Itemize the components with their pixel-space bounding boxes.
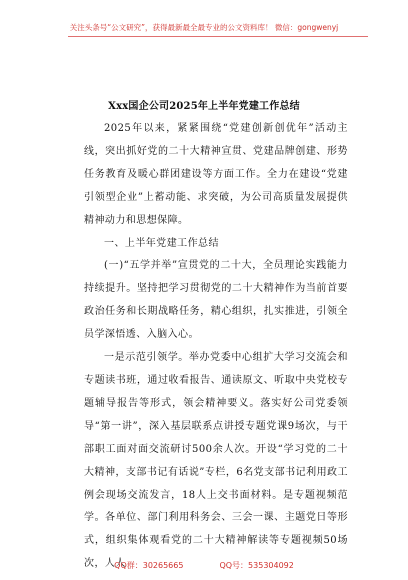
document-body [84,118,348,576]
document-title: Xxx国企公司2025年上半年党建工作总结 [108,101,300,112]
footer-contact [0,560,408,571]
header-banner: 关注头条号“公文研究”，获得最新最全最专业的公文资料库！ 微信：gongwenyj [69,23,339,32]
body-paragraph: 一是示范引领学。举办党委中心组扩大学习交流会和专题读书班，通过收看报告、通读原文、听取中央党校专题辅导报告等形式，领会精神要义。落实好公司党委领导“第一讲”，深入基层联系点讲授专题党课9场次，与干部职工面对面交流研讨500余人次。开设“学习党的二十大精神，支部书记有话说”专栏，6名党支部书记利用政工例会现场交流发言，18人上交书面材料。是专题视频范学。各单位、部门利用科务会、三会一课、主题党日等形式，组织集体观看党的二十大精神解读等专题视频50场次，人人 [84,352,348,570]
body-paragraph: (一)“五学并举”宣贯党的二十大，全员理论实践能力持续提升。坚持把学习贯彻党的二十大精神作为当前首要政治任务和长期战略任务，精心组织，扎实推进，引领全员学深悟透、入脑入心。 [84,260,348,341]
footer-qq-group: QQ群：30265665 [114,561,184,570]
intro-paragraph: 2025年以来，紧紧围绕“党建创新创优年”活动主线，突出抓好党的二十大精神宣贯、党建品牌创建、形势任务教育及暖心群团建设等方面工作。全力在建设“党建引领型企业”上蓄动能、求突破，为公司高质量发展提供精神动力和思想保障。 [84,123,348,226]
section-heading: 一、上半年党建工作总结 [104,237,219,249]
header-divider [68,36,368,37]
footer-qq-number: QQ号：535304092 [219,561,294,570]
